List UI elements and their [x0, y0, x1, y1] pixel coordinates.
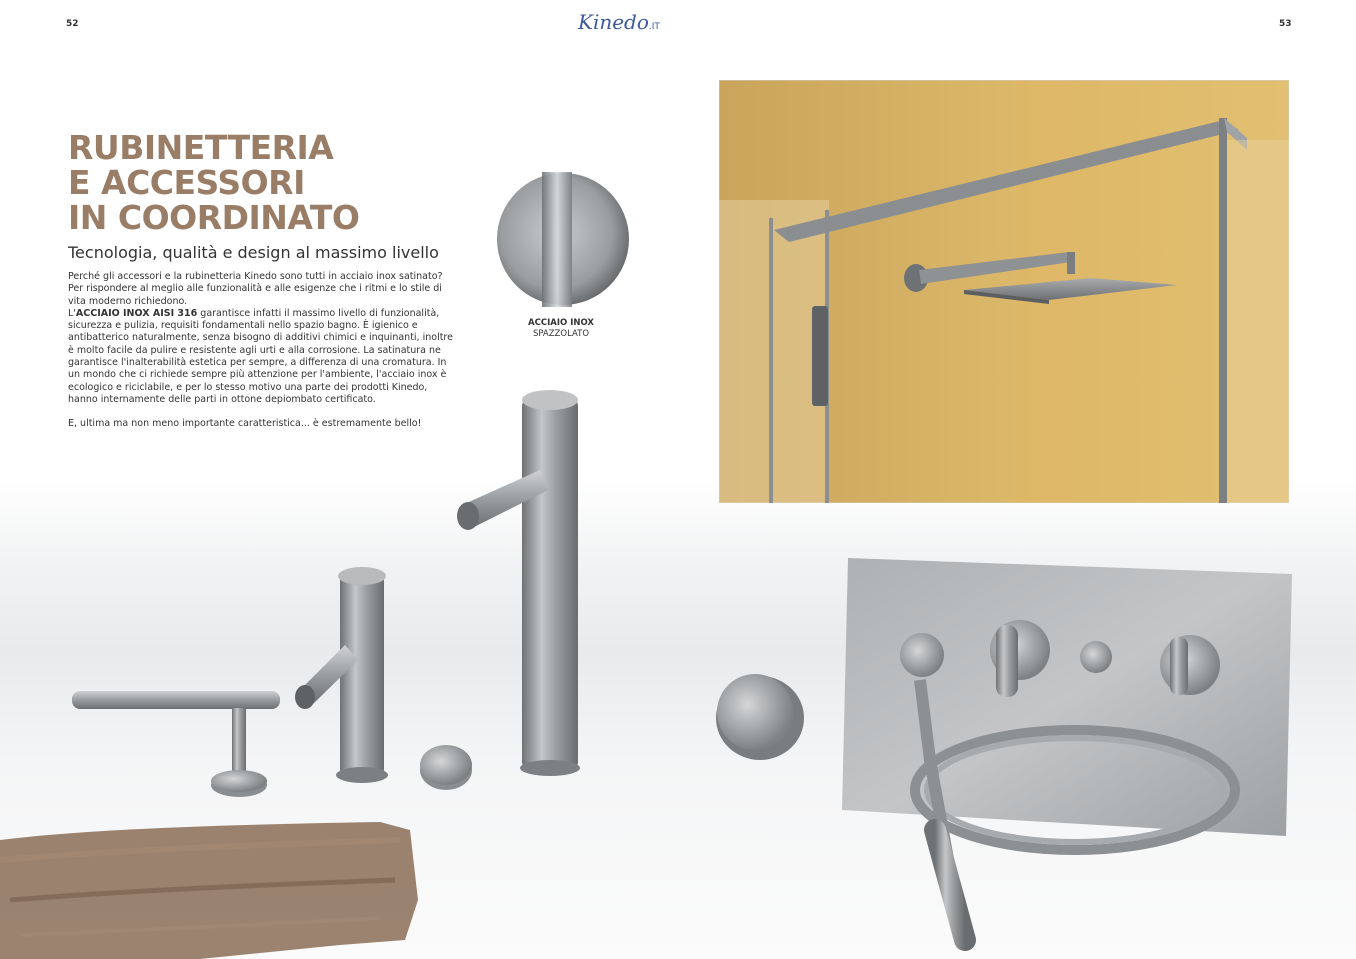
article-body — [68, 271, 458, 431]
brand-logo[interactable] — [578, 10, 660, 34]
page-subtitle: Tecnologia, qualità e design al massimo livello — [68, 243, 439, 262]
paragraph-intro — [68, 271, 458, 406]
brushed-steel-swatch — [496, 172, 631, 307]
swatch-label — [505, 318, 617, 340]
page-title — [68, 130, 359, 235]
text-prefix: L' — [68, 307, 76, 319]
title-line-3: IN COORDINATO — [68, 198, 360, 237]
logo-text: Kinedo — [578, 10, 649, 34]
logo-tld: .IT — [648, 22, 660, 32]
swatch-label-bold: ACCIAIO INOX — [528, 318, 594, 328]
brush-stroke-decoration — [0, 800, 430, 959]
intro-text: Perché gli accessori e la rubinetteria Kinedo sono tutti in acciaio inox satinato? Per rispondere al meglio alle funzionalità e alle esigenze che i ritmi e lo stile di vita moderno richiedono. — [68, 271, 443, 307]
steel-grade-highlight: ACCIAIO INOX AISI 316 — [75, 307, 198, 319]
swatch-label-sub: SPAZZOLATO — [532, 329, 590, 339]
title-line-2: E ACCESSORI — [68, 163, 305, 202]
title-line-1: RUBINETTERIA — [68, 128, 334, 167]
paragraph-closing: E, ultima ma non meno importante caratteristica... è estremamente bello! — [68, 418, 422, 430]
steel-description: garantisce infatti il massimo livello di funzionalità, sicurezza e pulizia, requisiti fondamentali nello spazio bagno. È igienico e antibatterico naturalmente, senza bisogno di additivi chimici e inquinanti, inoltre è molto facile da pulire e resistente agli urti e alla corrosione. La satinatura ne garantisce l'inalterabilità estetica per sempre, a differenza di una cromatura. In un mondo che ci richiede sempre più attenzione per l'ambiente, l'acciaio inox è ecologico e riciclabile, e per lo stesso motivo una parte dei prodotti Kinedo, hanno internamente delle parti in ottone depiombato certificato. — [68, 307, 453, 405]
page-number-left: 52 — [66, 19, 79, 29]
shower-enclosure-photo — [719, 80, 1289, 503]
page-number-right: 53 — [1279, 19, 1292, 29]
